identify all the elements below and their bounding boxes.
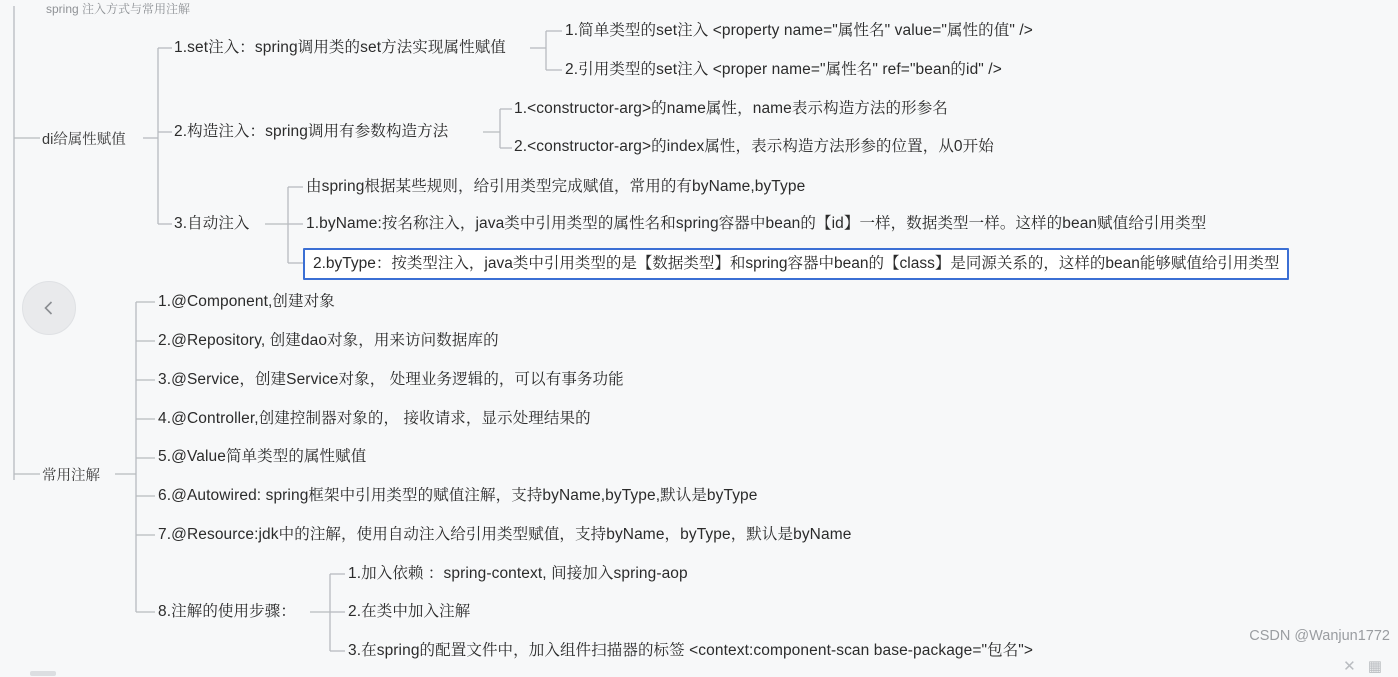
node-auto-injection[interactable]: 3.自动注入 <box>174 215 250 232</box>
node-bytype-highlighted[interactable]: 2.byType：按类型注入，java类中引用类型的是【数据类型】和spring容器中bean的【class】是同源关系的，这样的bean能够赋值给引用类型 <box>303 248 1289 280</box>
corner-glyph: ✕ ▦ <box>1343 658 1386 675</box>
node-set-ref-type[interactable]: 2.引用类型的set注入 <proper name="属性名" ref="bean的id" /> <box>565 61 1002 78</box>
node-constructor-arg-index[interactable]: 2.<constructor-arg>的index属性，表示构造方法形参的位置，从0开始 <box>514 138 994 155</box>
node-step-add-annotation[interactable]: 2.在类中加入注解 <box>348 603 471 620</box>
node-constructor-injection[interactable]: 2.构造注入：spring调用有参数构造方法 <box>174 123 449 140</box>
canvas-left-gutter <box>0 0 22 677</box>
node-step-add-dependency[interactable]: 1.加入依赖 ：spring-context, 间接加入spring-aop <box>348 565 688 582</box>
node-set-injection[interactable]: 1.set注入：spring调用类的set方法实现属性赋值 <box>174 39 506 56</box>
branch-di-assign[interactable]: di给属性赋值 <box>42 132 126 148</box>
node-step-component-scan[interactable]: 3.在spring的配置文件中，加入组件扫描器的标签 <context:component-scan base-package="包名"> <box>348 642 1034 659</box>
node-annotation-controller[interactable]: 4.@Controller,创建控制器对象的， 接收请求，显示处理结果的 <box>158 410 591 427</box>
node-byname[interactable]: 1.byName:按名称注入，java类中引用类型的属性名和spring容器中bean的【id】一样，数据类型一样。这样的bean赋值给引用类型 <box>306 215 1207 232</box>
node-constructor-arg-name[interactable]: 1.<constructor-arg>的name属性，name表示构造方法的形参名 <box>514 100 948 117</box>
node-annotation-autowired[interactable]: 6.@Autowired: spring框架中引用类型的赋值注解，支持byName,byType,默认是byType <box>158 487 758 504</box>
node-annotation-resource[interactable]: 7.@Resource:jdk中的注解，使用自动注入给引用类型赋值，支持byName，byType，默认是byName <box>158 526 852 543</box>
collapse-left-button[interactable] <box>22 281 76 335</box>
watermark-text: CSDN @Wanjun1772 <box>1249 628 1390 644</box>
node-set-simple-type[interactable]: 1.简单类型的set注入 <property name="属性名" value="属性的值" /> <box>565 22 1033 39</box>
clipped-root-label: spring 注入方式与常用注解 <box>46 2 191 16</box>
node-annotation-repository[interactable]: 2.@Repository, 创建dao对象，用来访问数据库的 <box>158 332 499 349</box>
chevron-left-icon <box>38 297 60 319</box>
node-annotation-service[interactable]: 3.@Service，创建Service对象， 处理业务逻辑的，可以有事务功能 <box>158 371 624 388</box>
horizontal-scrollbar[interactable] <box>30 671 56 676</box>
node-annotation-usage-steps[interactable]: 8.注解的使用步骤： <box>158 603 296 620</box>
branch-common-annotations[interactable]: 常用注解 <box>42 468 100 484</box>
node-annotation-value[interactable]: 5.@Value简单类型的属性赋值 <box>158 448 367 465</box>
node-annotation-component[interactable]: 1.@Component,创建对象 <box>158 293 335 310</box>
node-auto-injection-rules[interactable]: 由spring根据某些规则，给引用类型完成赋值，常用的有byName,byType <box>306 178 806 195</box>
